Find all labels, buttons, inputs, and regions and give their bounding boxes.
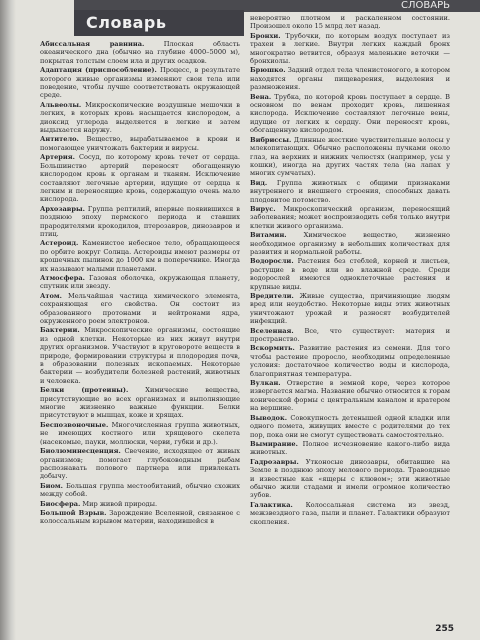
- glossary-definition: Растения без стеблей, корней и листьев, растущие в воде или во влажной среде. Среди водорослей имеются одноклеточные растения и крупные виды.: [250, 257, 450, 291]
- glossary-definition: Мельчайшая частица химического элемента, сохраняющая его свойства. Он состоит из образованного протонами и нейтронами ядра, окруженного роем электронов.: [40, 291, 240, 325]
- glossary-entry: [40, 153, 240, 203]
- glossary-entry: [250, 231, 450, 256]
- glossary-term: Вымирание.: [250, 439, 298, 448]
- glossary-entry: [250, 440, 450, 457]
- glossary-entry: [40, 386, 240, 420]
- glossary-entry: [40, 326, 240, 385]
- glossary-definition: Трубка, по которой кровь поступает в сердце. В основном по венам проходит кровь, лишенная кислорода. Исключение составляют легочные вены, идущие от легких к сердцу. Они переносят кровь, обогащенную кислородом.: [250, 92, 450, 135]
- glossary-term: Абиссальная равнина.: [40, 40, 145, 48]
- book-gutter: [0, 0, 16, 640]
- glossary-entry: [250, 414, 450, 439]
- glossary-definition: Группа животных с общими признаками внутреннего и внешнего строения, способных давать плодовитое потомство.: [250, 178, 450, 204]
- glossary-definition: Мир живой природы.: [82, 499, 158, 508]
- glossary-definition: Сосуд, по которому кровь течет от сердца. Большинство артерий переносят обогащенную кислородом кровь к органам и тканям. Исключение составляют легочные артерии, идущие от сердца к легким и переносящие кровь, содержащую очень мало кислорода.: [40, 153, 240, 204]
- glossary-definition: Трубочки, по которым воздух поступает из трахеи в легкие. Внутри легких каждый бронх многократно ветвится, образуя маленькие веточки — бронхиолы.: [250, 31, 450, 66]
- glossary-entry: [250, 93, 450, 135]
- glossary-entry: [40, 509, 240, 526]
- right-column: [250, 14, 450, 620]
- glossary-entry: [40, 135, 240, 152]
- glossary-definition: Каменистое небесное тело, обращающееся по орбите вокруг Солнца. Астероиды имеют размеры от крошечных пылинок до 1000 км в поперечнике. Иногда их называют малыми планетами.: [40, 239, 240, 273]
- glossary-definition: Все, что существует: материя и пространство.: [250, 326, 450, 344]
- glossary-entry: [250, 327, 450, 344]
- glossary-term: Атмосфера.: [40, 273, 85, 282]
- glossary-definition: Химические вещества, присутствующие во всех организмах и выполняющие многие жизненно важные функции. Белки присутствуют в мышцах, коже и хрящах.: [40, 386, 240, 420]
- glossary-term: Водоросли.: [250, 257, 294, 266]
- glossary-term: Альвеолы.: [40, 100, 82, 109]
- glossary-definition: Процесс, в результате которого живые организмы изменяют свои тела или поведение, чтобы лучше соответствовать окружающей среде.: [40, 66, 240, 100]
- glossary-term: Адаптация (приспособление).: [40, 66, 157, 75]
- glossary-definition: Многочисленная группа животных, не имеющих костного или хрящевого скелета (насекомые, пауки, моллюски, черви, губки и др.).: [40, 420, 240, 446]
- glossary-term: Биосфера.: [40, 499, 81, 508]
- glossary-definition: Развитие растения из семени. Для того чтобы растение проросло, необходимы определенные условия: достаточное количество воды и кислорода, благоприятная температура.: [250, 344, 450, 378]
- glossary-term: Артерия.: [40, 153, 75, 162]
- glossary-term: Витамин.: [250, 231, 287, 240]
- glossary-definition: Утконосые динозавры, обитавшие на Земле в позднюю эпоху мелового периода. Травоядные и известные как «ящеры с клювом»; эти животные обычно жили стадами и имели огромное количество зубов.: [250, 457, 450, 500]
- glossary-entry: [40, 500, 240, 508]
- glossary-term: Биом.: [40, 481, 63, 490]
- glossary-term: Бактерии.: [40, 326, 80, 335]
- glossary-entry: [250, 458, 450, 500]
- glossary-entry: [250, 257, 450, 291]
- glossary-definition: Зарождение Вселенной, связанное с колоссальным взрывом материи, находившейся в: [40, 508, 240, 526]
- glossary-term: Вирус.: [250, 204, 276, 213]
- glossary-definition: Микроскопические воздушные мешочки в легких, в которых кровь насыщается кислородом, а диоксид углерода выделяется в легкие и затем выдыхается наружу.: [40, 100, 240, 135]
- glossary-entry: [250, 66, 450, 91]
- glossary-entry: [40, 274, 240, 291]
- glossary-term: Галактика.: [250, 500, 293, 509]
- glossary-definition: Плоская область океанического дна (обычно на глубине 4000–5000 м), покрытая толстым слоем ила и других осадков.: [40, 40, 240, 65]
- glossary-term: Вид.: [250, 178, 268, 187]
- glossary-entry: [250, 136, 450, 178]
- running-head: СЛОВАРЬ: [401, 0, 450, 11]
- glossary-term: Вена.: [250, 92, 272, 101]
- glossary-term: Антитело.: [40, 135, 79, 144]
- glossary-entry: [250, 32, 450, 66]
- page-title: Словарь: [86, 13, 167, 32]
- glossary-definition: Колоссальная система из звезд, межзвездного газа, пыли и планет. Галактики образуют скопления.: [250, 500, 450, 526]
- glossary-definition: Свечение, исходящее от живых организмов; помогает глубоководным рыбам распознавать полового партнера или привлекать добычу.: [40, 447, 240, 481]
- glossary-definition: Микроскопические организмы, состоящие из одной клетки. Некоторые из них живут внутри других организмов. Участвуют в круговороте веществ в природе, формировании структуры и плодородия почв, в образовании полезных ископаемых. Некоторые бактерии — возбудители болезней растений, животных и человека.: [40, 326, 240, 385]
- glossary-term: Беспозвоночные.: [40, 420, 109, 429]
- glossary-definition: Отверстие в земной коре, через которое извергается магма. Название обычно относится к горам конической формы с центральным каналом и кратером на вершине.: [250, 379, 450, 413]
- glossary-term: Вибриссы.: [250, 135, 292, 144]
- glossary-definition: Группа рептилий, впервые появившихся в позднюю эпоху пермского периода и ставших прародителями крокодилов, птерозавров, динозавров и птиц.: [40, 204, 240, 238]
- glossary-term: Брюшко.: [250, 66, 286, 75]
- glossary-definition: Полное исчезновение какого-либо вида животных.: [250, 439, 450, 457]
- glossary-definition: Совокупность детенышей одной кладки или одного помета, живущих вместе с родителями до тех пор, пока они не смогут существовать самостоятельно.: [250, 413, 450, 439]
- glossary-term: Архозавры.: [40, 204, 85, 213]
- left-column: [40, 40, 240, 620]
- glossary-term: Вулкан.: [250, 379, 281, 388]
- glossary-definition: Газовая оболочка, окружающая планету, спутник или звезду.: [40, 273, 240, 291]
- glossary-term: Вскормить.: [250, 344, 295, 353]
- glossary-term: Белки (протеины).: [40, 386, 129, 395]
- glossary-term: Гадрозавры.: [250, 457, 299, 466]
- glossary-entry: [40, 482, 240, 499]
- glossary-definition: невероятно плотном и раскаленном состоянии. Произошел около 15 млрд лет назад.: [250, 14, 450, 31]
- glossary-entry: [250, 292, 450, 326]
- glossary-term: Бронхи.: [250, 31, 281, 40]
- glossary-entry: [250, 344, 450, 378]
- glossary-entry: [250, 14, 450, 31]
- glossary-term: Большой Взрыв.: [40, 508, 107, 517]
- glossary-term: Выводок.: [250, 413, 288, 422]
- glossary-entry: [40, 239, 240, 273]
- glossary-term: Вселенная.: [250, 326, 294, 335]
- glossary-definition: Большая группа местообитаний, обычно схожих между собой.: [40, 481, 240, 499]
- glossary-entry: [40, 205, 240, 239]
- glossary-entry: [40, 421, 240, 446]
- glossary-entry: [40, 447, 240, 481]
- glossary-entry: [250, 379, 450, 413]
- glossary-term: Вредители.: [250, 292, 294, 300]
- glossary-entry: [250, 205, 450, 230]
- glossary-entry: [250, 179, 450, 204]
- glossary-entry: [40, 40, 240, 65]
- glossary-term: Астероид.: [40, 239, 79, 248]
- glossary-entry: [250, 501, 450, 526]
- page-number: 255: [435, 624, 454, 634]
- glossary-definition: Вещество, вырабатываемое в крови и помогающее уничтожать бактерии и вирусы.: [40, 135, 240, 152]
- glossary-entry: [40, 101, 240, 135]
- glossary-definition: Химическое вещество, жизненно необходимое организму в небольших количествах для развития и нормальной работы.: [250, 231, 450, 256]
- glossary-entry: [40, 292, 240, 326]
- glossary-definition: Микроскопический организм, переносящий заболевания; может воспроизводить себя только внутри клетки живого организма.: [250, 204, 450, 230]
- glossary-term: Атом.: [40, 291, 62, 300]
- glossary-definition: Живые существа, причиняющие людям вред или неудобство. Некоторые виды этих животных уничтожают урожай и разносят возбудителей инфекций.: [250, 292, 450, 326]
- glossary-term: Биолюминесценция.: [40, 447, 121, 456]
- glossary-definition: Длинные жесткие чувствительные волосы у млекопитающих. Обычно расположены пучками около глаз, на верхних и нижних челюстях (например, усы у кошки), иногда на других частях тела (на лапах у многих сумчатых).: [250, 135, 450, 178]
- glossary-definition: Задний отдел тела членистоногого, в котором находятся органы пищеварения, выделения и размножения.: [250, 66, 450, 92]
- glossary-entry: [40, 66, 240, 100]
